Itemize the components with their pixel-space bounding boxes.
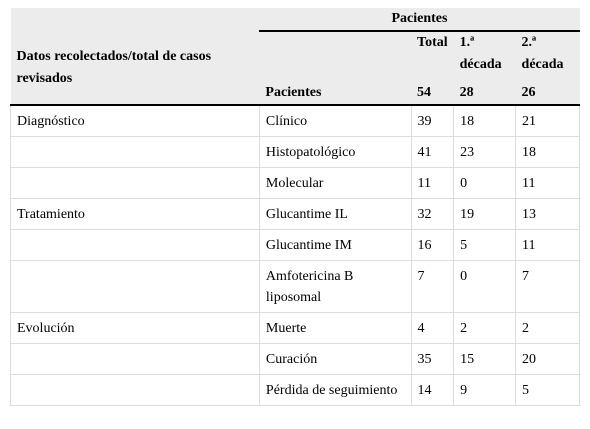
table-header: [11, 8, 580, 105]
row-decade-1: 18: [454, 105, 516, 137]
header-blank-2: [259, 31, 411, 76]
row-decade-1: 15: [454, 344, 516, 375]
row-category: [11, 375, 260, 406]
row-decade-1: 0: [454, 261, 516, 313]
data-table: [10, 8, 580, 406]
row-decade-2: 5: [516, 375, 580, 406]
row-decade-2: 20: [516, 344, 580, 375]
header-blank-1: [11, 8, 260, 31]
table-row: [11, 313, 580, 344]
table-row: [11, 230, 580, 261]
row-decade-2: 11: [516, 230, 580, 261]
header-decade-2: 2.ª década: [521, 35, 564, 72]
row-category: [11, 261, 260, 313]
row-total: 7: [411, 261, 454, 313]
row-decade-2: 7: [516, 261, 580, 313]
table-row: [11, 168, 580, 199]
row-total: 35: [411, 344, 454, 375]
table-row: [11, 137, 580, 168]
row-item: Glucantime IL: [259, 199, 411, 230]
table-row: [11, 199, 580, 230]
table-row: [11, 344, 580, 375]
table-row: [11, 261, 580, 313]
row-decade-2: 2: [516, 313, 580, 344]
row-decade-1: 23: [454, 137, 516, 168]
header-decade-1: 1.ª década: [459, 35, 502, 72]
row-total: 14: [411, 375, 454, 406]
header-super-pacientes: Pacientes: [259, 8, 579, 31]
row-category: [11, 344, 260, 375]
header-n-total: 54: [417, 85, 432, 100]
row-decade-1: 2: [454, 313, 516, 344]
row-total: 39: [411, 105, 454, 137]
row-decade-2: 18: [516, 137, 580, 168]
header-n-decade-1: 28: [459, 85, 474, 100]
row-decade-2: 21: [516, 105, 580, 137]
row-item: Molecular: [259, 168, 411, 199]
row-total: 11: [411, 168, 454, 199]
header-row-2: [11, 31, 580, 76]
row-decade-1: 19: [454, 199, 516, 230]
header-total: Total: [417, 35, 448, 50]
row-item: Muerte: [259, 313, 411, 344]
row-total: 16: [411, 230, 454, 261]
table-row: [11, 375, 580, 406]
row-category: Tratamiento: [11, 199, 260, 230]
row-category: [11, 230, 260, 261]
row-category: Evolución: [11, 313, 260, 344]
table-body: [11, 105, 580, 406]
row-decade-2: 11: [516, 168, 580, 199]
row-category: [11, 137, 260, 168]
row-item: Curación: [259, 344, 411, 375]
header-row-super: [11, 8, 580, 31]
row-decade-2: 13: [516, 199, 580, 230]
row-item: Clínico: [259, 105, 411, 137]
row-item: Histopatológico: [259, 137, 411, 168]
row-total: 32: [411, 199, 454, 230]
row-decade-1: 5: [454, 230, 516, 261]
header-pacientes: Pacientes: [265, 85, 322, 100]
row-total: 4: [411, 313, 454, 344]
row-total: 41: [411, 137, 454, 168]
header-main-label: Datos recolectados/total de casos revisados: [16, 48, 212, 86]
table-row: [11, 105, 580, 137]
row-category: [11, 168, 260, 199]
header-n-decade-2: 26: [521, 85, 536, 100]
row-item: Amfotericina B liposomal: [259, 261, 411, 313]
row-decade-1: 0: [454, 168, 516, 199]
row-item: Pérdida de seguimiento: [259, 375, 411, 406]
row-decade-1: 9: [454, 375, 516, 406]
row-item: Glucantime IM: [259, 230, 411, 261]
row-category: Diagnóstico: [11, 105, 260, 137]
